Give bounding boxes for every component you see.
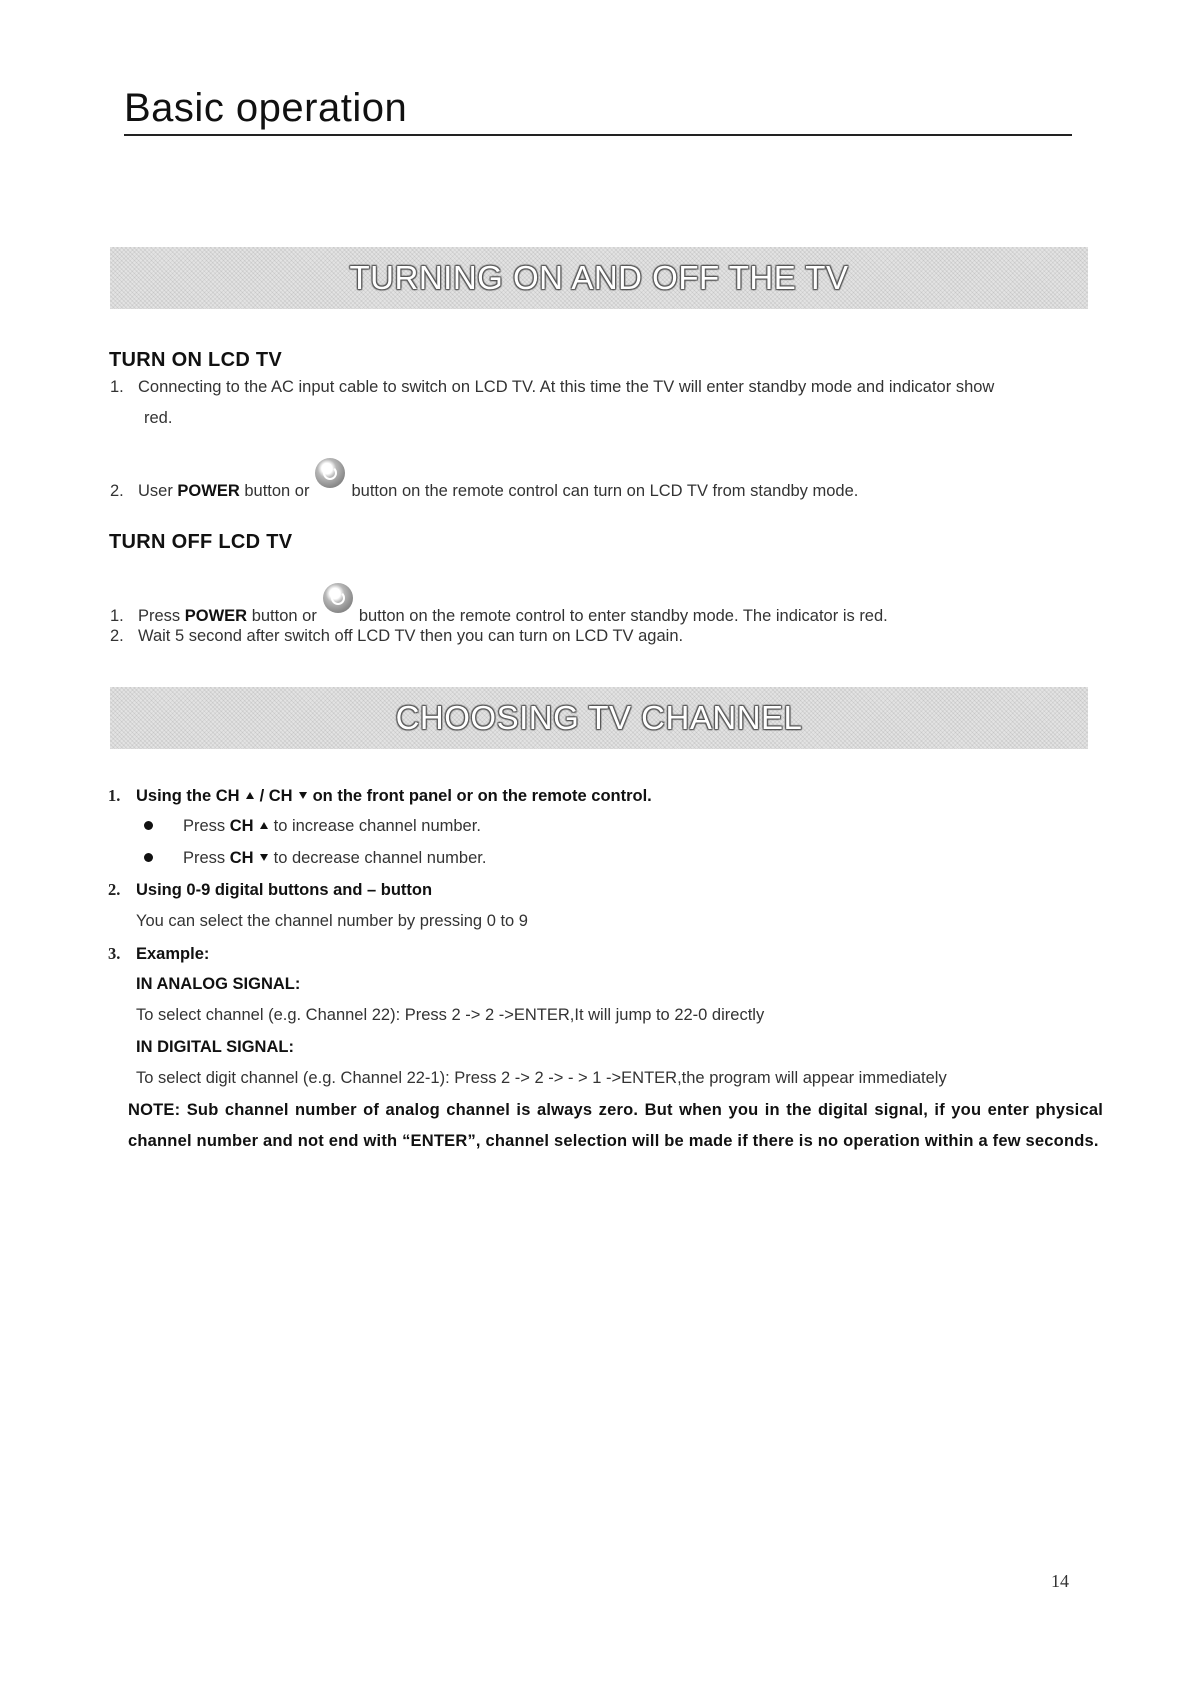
page-title: Basic operation	[124, 86, 408, 130]
item-text-a: Using the CH	[136, 787, 240, 805]
item-number: 1.	[108, 786, 121, 805]
digital-signal-text: To select digit channel (e.g. Channel 22-1): Press 2 -> 2 -> - > 1 ->ENTER,the program will appear immediately	[136, 1069, 947, 1087]
turn-on-item-2	[110, 470, 858, 501]
item-text-post: button on the remote control can turn on LCD TV from standby mode.	[351, 482, 859, 500]
bullet-decrease	[144, 849, 486, 868]
bullet-increase	[144, 817, 481, 836]
bullet-icon	[144, 821, 153, 830]
turn-on-item-1	[110, 378, 994, 397]
turn-off-item-2	[110, 627, 683, 646]
power-icon	[323, 583, 353, 613]
item-text-mid: button or	[247, 607, 317, 625]
section-banner-turning-on-off	[110, 247, 1088, 309]
bullet-text-a: Press	[183, 849, 230, 867]
title-divider	[124, 134, 1072, 136]
power-keyword: POWER	[177, 482, 240, 500]
item-number: 1.	[110, 378, 124, 396]
item-number: 3.	[108, 944, 121, 963]
triangle-up-icon	[260, 822, 268, 829]
item-number: 2.	[108, 880, 121, 899]
digital-signal-heading: IN DIGITAL SIGNAL:	[136, 1038, 294, 1056]
triangle-up-icon	[246, 792, 254, 799]
triangle-down-icon	[299, 792, 307, 799]
item-text-pre: Press	[138, 607, 185, 625]
banner-title: TURNING ON AND OFF THE TV	[349, 259, 849, 296]
item-text-post: button on the remote control to enter standby mode. The indicator is red.	[358, 607, 888, 625]
banner-title: CHOOSING TV CHANNEL	[395, 699, 803, 736]
item-text: Using 0-9 digital buttons and – button	[136, 881, 433, 899]
item-text: Connecting to the AC input cable to switch on LCD TV. At this time the TV will enter standby mode and indicator show	[138, 378, 995, 396]
bullet-icon	[144, 853, 153, 862]
item-text-b: / CH	[259, 787, 293, 805]
turn-on-heading: TURN ON LCD TV	[109, 349, 283, 371]
turn-off-item-1	[110, 595, 888, 626]
analog-signal-text: To select channel (e.g. Channel 22): Press 2 -> 2 ->ENTER,It will jump to 22-0 directly	[136, 1006, 765, 1024]
item-text: Wait 5 second after switch off LCD TV then you can turn on LCD TV again.	[138, 627, 684, 645]
item-number: 1.	[110, 607, 124, 625]
note-paragraph: NOTE: Sub channel number of analog channel is always zero. But when you in the digital signal, if you enter physical channel number and not end with “ENTER”, channel selection will be made if there is no operation within a few seconds.	[128, 1101, 1103, 1150]
item-text: Example:	[136, 945, 210, 963]
power-icon	[315, 458, 345, 488]
item-text-c: on the front panel or on the remote control.	[312, 787, 652, 805]
analog-signal-heading: IN ANALOG SIGNAL:	[136, 975, 301, 993]
ch-keyword: CH	[229, 817, 254, 835]
page-number: 14	[1051, 1571, 1069, 1591]
section-banner-choosing-channel	[110, 687, 1088, 749]
power-keyword: POWER	[184, 607, 248, 625]
bullet-text-c: to decrease channel number.	[273, 849, 487, 867]
channel-item-1	[108, 786, 652, 806]
bullet-text-c: to increase channel number.	[273, 817, 481, 835]
ch-keyword: CH	[229, 849, 254, 867]
triangle-down-icon	[260, 854, 268, 861]
turn-off-heading: TURN OFF LCD TV	[109, 531, 293, 553]
channel-item-2-description: You can select the channel number by pressing 0 to 9	[136, 912, 528, 930]
item-text-mid: button or	[239, 482, 310, 500]
item-text-pre: User	[138, 482, 178, 500]
item-number: 2.	[110, 627, 124, 645]
turn-on-item-1-continued: red.	[144, 409, 173, 427]
item-number: 2.	[110, 482, 124, 500]
bullet-text-a: Press	[183, 817, 230, 835]
channel-item-2	[108, 880, 432, 900]
channel-item-3	[108, 944, 209, 964]
